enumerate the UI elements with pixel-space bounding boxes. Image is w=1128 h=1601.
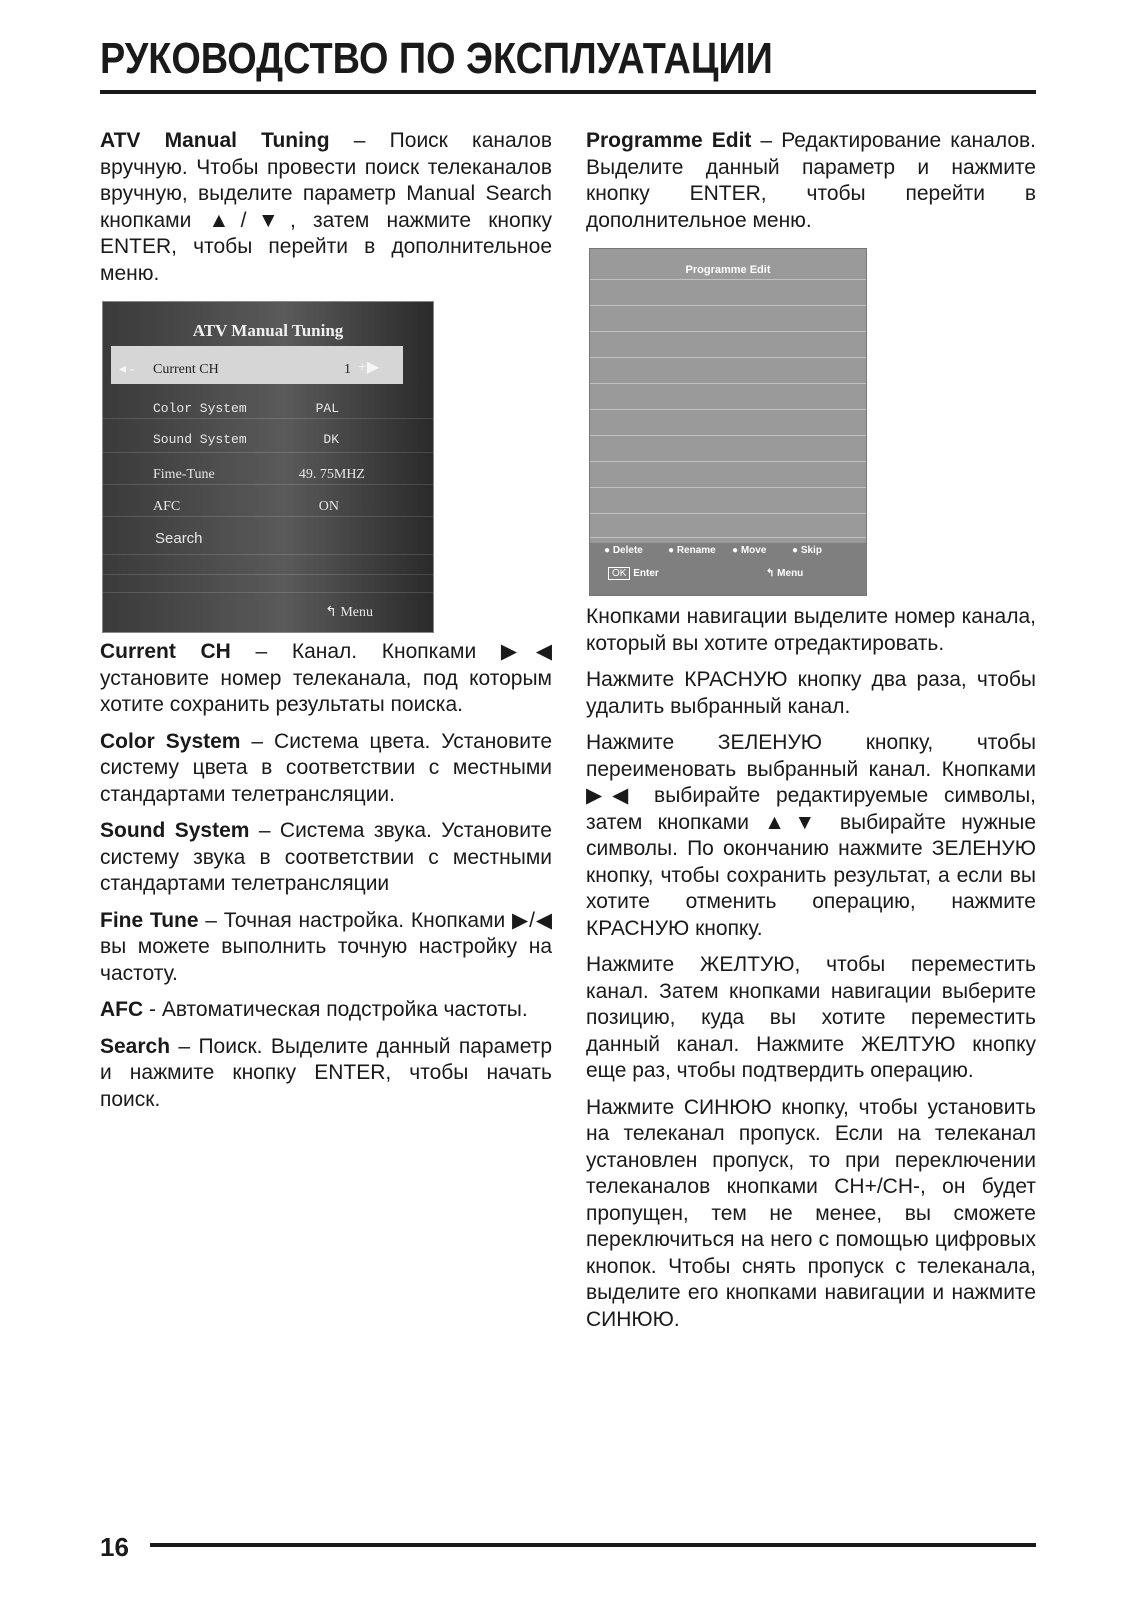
left-item-term: Fine Tune: [100, 908, 199, 932]
pe-intro: [586, 128, 1036, 234]
atv-row-value: PAL: [315, 401, 339, 416]
atv-row-label: Current CH: [153, 362, 219, 377]
pe-rename-label: Rename: [676, 544, 716, 556]
atv-row-value: 49. 75MHZ: [298, 467, 365, 482]
page-number: 16: [100, 1532, 129, 1562]
left-column: [100, 128, 552, 1123]
pe-menu-label: Menu: [777, 567, 804, 579]
atv-row-value: ON: [318, 499, 339, 514]
atv-menu-label: Menu: [340, 604, 373, 620]
atv-intro: [100, 128, 552, 287]
left-item-term: Current CH: [100, 640, 231, 663]
left-item-term: Sound System: [100, 819, 250, 842]
left-item: [100, 908, 552, 988]
atv-row-label: AFC: [153, 499, 181, 514]
divider: [590, 487, 866, 488]
right-column: [586, 128, 1036, 1343]
left-item-term: Color System: [100, 729, 241, 753]
divider: [103, 484, 433, 485]
left-item: [100, 997, 552, 1024]
return-icon: ↰: [766, 567, 778, 579]
atv-screen-title: ATV Manual Tuning: [192, 321, 344, 340]
right-arrow-icon: +▶: [357, 359, 379, 376]
divider: [590, 409, 866, 410]
divider: [590, 435, 866, 436]
atv-row-label: Fime-Tune: [153, 467, 215, 482]
pe-move-hint: [732, 538, 766, 565]
divider: [103, 418, 433, 419]
atv-row-label: Color System: [153, 401, 247, 416]
pe-menu-hint: [766, 561, 803, 588]
blue-dot-icon: ●: [792, 544, 801, 556]
atv-manual-tuning-screen: [102, 301, 434, 633]
divider: [103, 592, 433, 593]
right-paragraph: Нажмите ЗЕЛЕНУЮ кнопку, чтобы переименовать выбранный канал. Кнопками ▶◀ выбирайте редактируемые символы, затем кнопками ▲▼ выбирайте нужные символы. По окончанию нажмите ЗЕЛЕНУЮ кнопку, чтобы сохранить результат, а если вы хотите отменить операцию, нажмите КРАСНУЮ кнопку.: [586, 731, 1036, 940]
divider: [590, 331, 866, 332]
right-paragraph: Кнопками навигации выделите номер канала, который вы хотите отредактировать.: [586, 605, 1036, 655]
divider: [590, 305, 866, 306]
left-item: [100, 639, 552, 719]
left-item: [100, 818, 552, 898]
atv-row-current-ch: [111, 346, 403, 384]
right-paragraph: Нажмите СИНЮЮ кнопку, чтобы установить на телеканал пропуск. Если на телеканал установлен пропуск, то при переключении телеканалов кнопками CH+/CH-, он будет пропущен, тем не менее, вы сможете переключиться на него с помощью цифровых кнопок. Чтобы снять пропуск с телеканала, выделите его кнопками навигации и нажмите СИНЮЮ.: [586, 1095, 1036, 1331]
left-item-term: Search: [100, 1034, 171, 1058]
left-item-text: – Поиск. Выделите данный параметр и нажмите кнопку ENTER, чтобы начать поиск.: [100, 1034, 552, 1111]
page-title: РУКОВОДСТВО ПО ЭКСПЛУАТАЦИИ: [100, 34, 773, 83]
right-paragraph: Нажмите ЖЕЛТУЮ, чтобы переместить канал. Затем кнопками навигации выберите позицию, куда вы хотите переместить данный канал. Нажмите ЖЕЛТУЮ кнопку еще раз, чтобы подтвердить операцию.: [586, 953, 1036, 1082]
header-rule: [100, 90, 1036, 94]
atv-row-label: Sound System: [153, 432, 247, 447]
pe-skip-label: Skip: [800, 544, 822, 556]
pe-enter-label: Enter: [633, 567, 659, 579]
divider: [590, 513, 866, 514]
ok-key-icon: OK: [608, 567, 630, 580]
atv-menu-hint: [325, 600, 373, 627]
return-icon: ↰: [325, 604, 341, 620]
left-item-text: – Точная настройка. Кнопками ▶/◀ вы можете выполнить точную настройку на частоту.: [100, 908, 552, 985]
programme-edit-screen: [589, 248, 867, 596]
atv-term: ATV Manual Tuning: [100, 129, 330, 152]
pe-move-label: Move: [740, 544, 767, 556]
divider: [590, 383, 866, 384]
left-arrow-icon: ◂ -: [119, 362, 135, 377]
atv-row-value: DK: [323, 432, 339, 447]
green-dot-icon: ●: [668, 544, 677, 556]
pe-screen-title: Programme Edit: [685, 264, 771, 276]
divider: [103, 554, 433, 555]
pe-rename-hint: [668, 538, 716, 565]
footer-rule: [150, 1543, 1036, 1547]
red-dot-icon: ●: [604, 544, 613, 556]
pe-enter-hint: [608, 561, 659, 588]
atv-text: – Поиск каналов вручную. Чтобы провести поиск телеканалов вручную, выделите параметр Manual Search кнопками ▲/▼, затем нажмите кнопку ENTER, чтобы перейти в дополнительное меню.: [100, 129, 552, 285]
left-item-text: – Система звука. Установите систему звука в соответствии с местными стандартами телетрансляции: [100, 819, 552, 895]
pe-term: Programme Edit: [586, 129, 752, 152]
divider: [103, 516, 433, 517]
divider: [103, 452, 433, 453]
divider: [590, 357, 866, 358]
left-item-term: AFC: [100, 998, 144, 1021]
divider: [590, 461, 866, 462]
pe-text: – Редактирование каналов. Выделите данный параметр и нажмите кнопку ENTER, чтобы перейти в дополнительное меню.: [586, 129, 1036, 232]
atv-row-value: 1: [344, 362, 351, 377]
pe-delete-label: Delete: [612, 544, 643, 556]
yellow-dot-icon: ●: [732, 544, 741, 556]
left-item: [100, 1034, 552, 1114]
left-item-text: – Система цвета. Установите систему цвета в соответствии с местными стандартами телетрансляции.: [100, 729, 553, 806]
right-paragraph: Нажмите КРАСНУЮ кнопку два раза, чтобы удалить выбранный канал.: [586, 668, 1036, 718]
left-item-text: – Канал. Кнопками ▶◀ установите номер телеканала, под которым хотите сохранить результаты поиска.: [100, 640, 552, 716]
divider: [103, 574, 433, 575]
atv-row-label: Search: [155, 530, 203, 547]
left-item-text: - Автоматическая подстройка частоты.: [143, 998, 528, 1021]
divider: [590, 279, 866, 280]
left-item: [100, 729, 552, 809]
